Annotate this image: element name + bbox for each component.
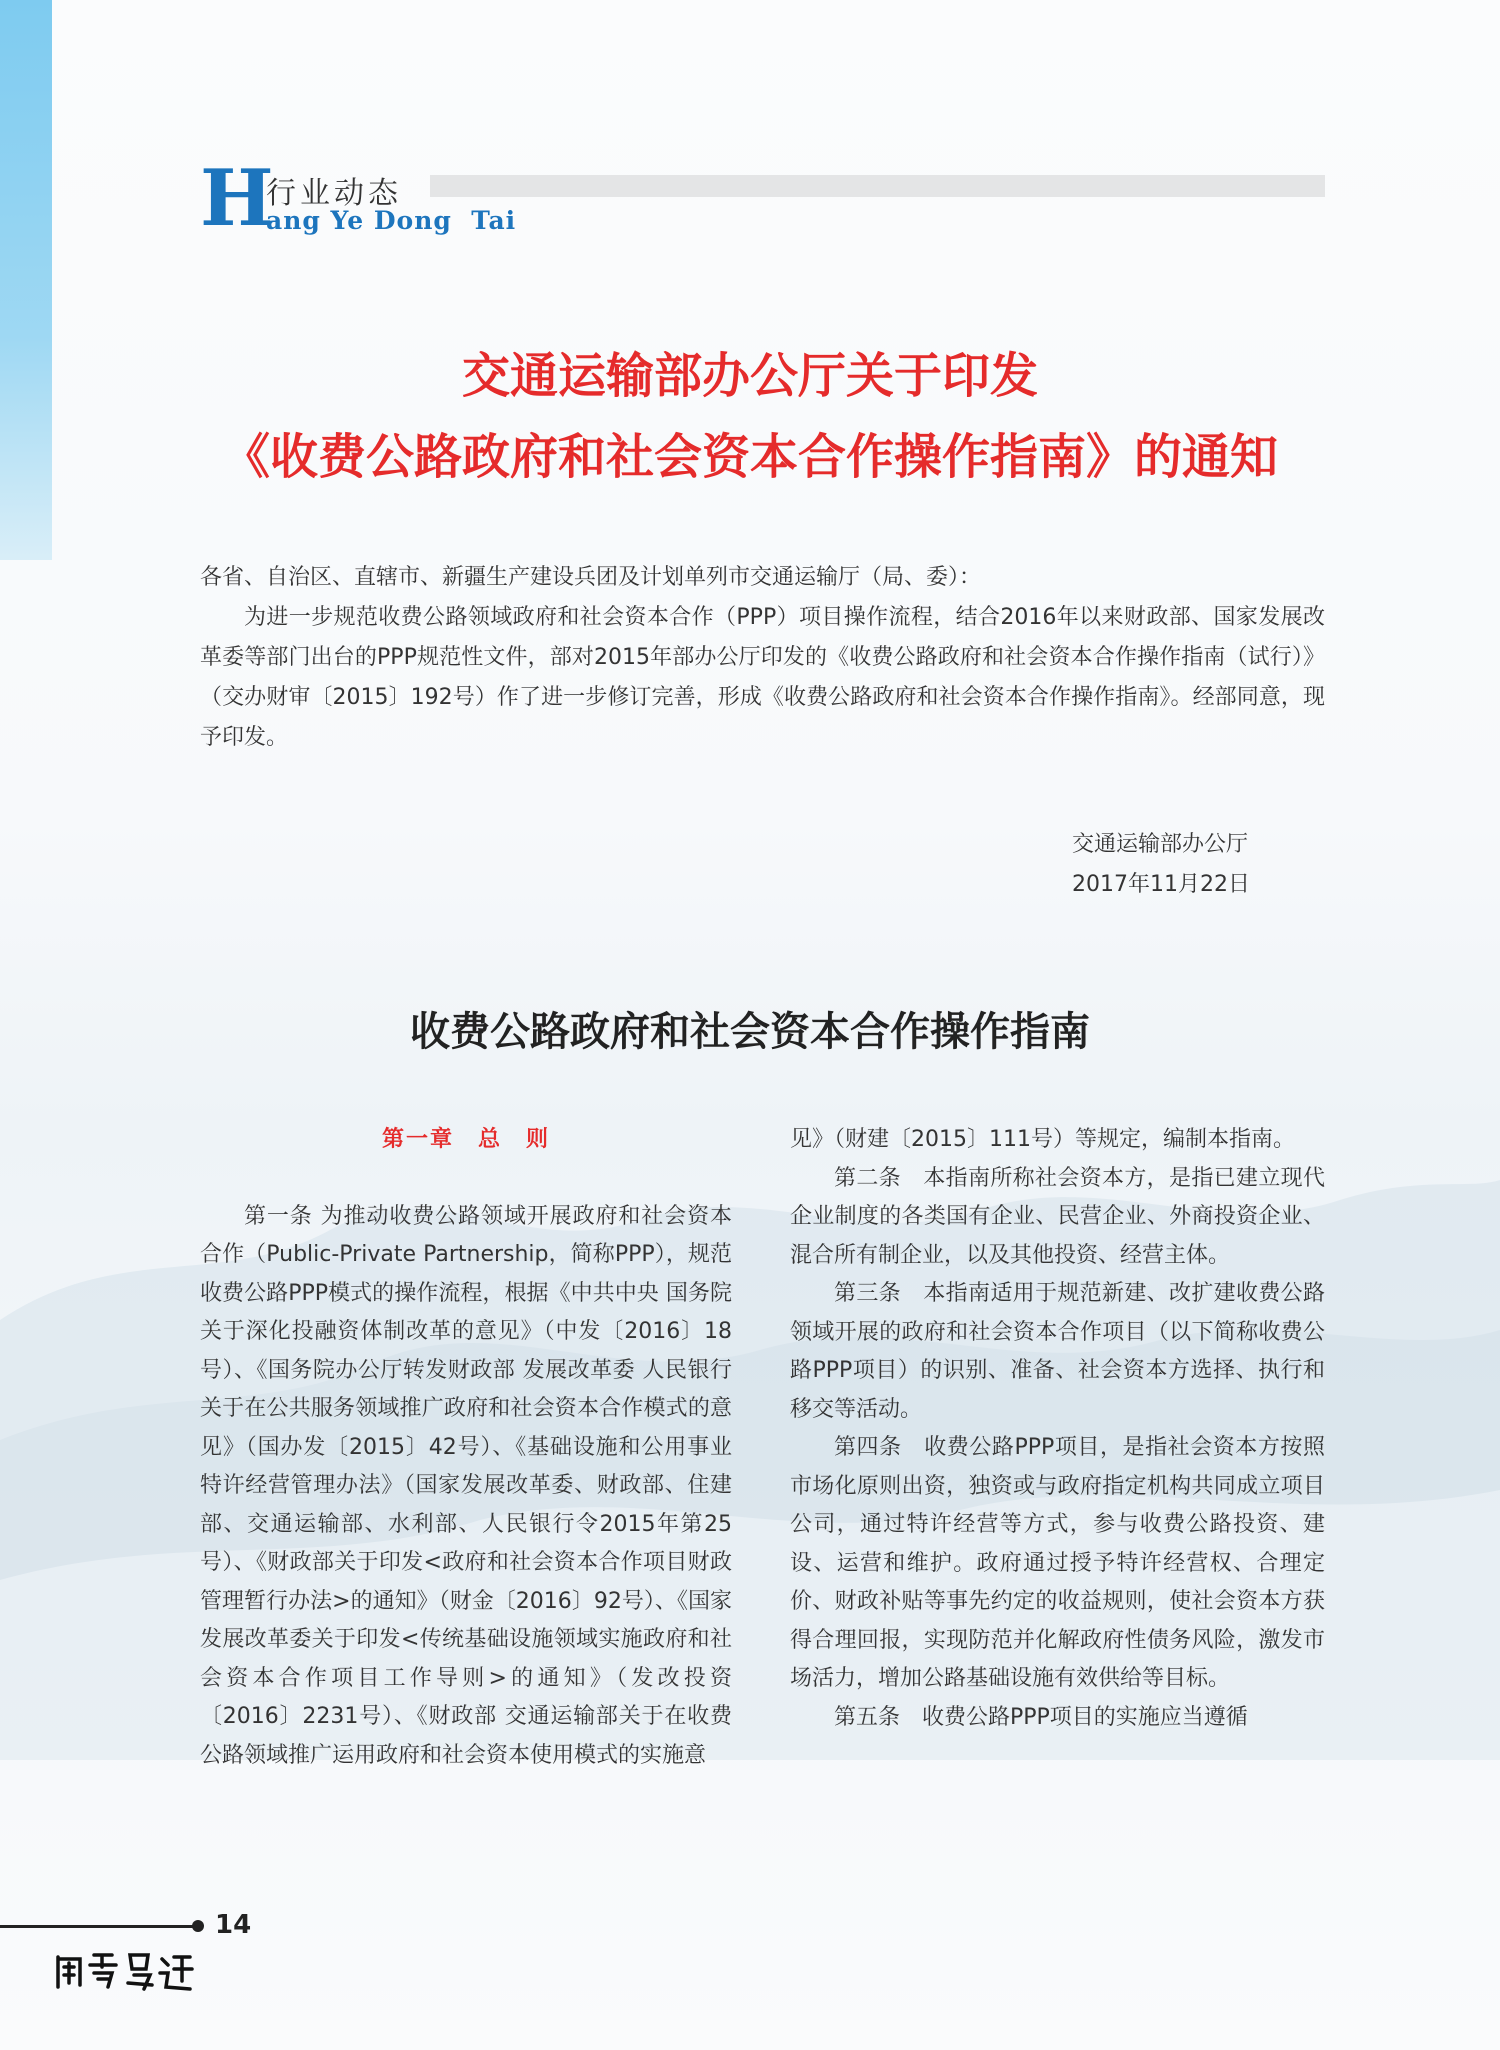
- right-column: [790, 1121, 1325, 1737]
- notice-date: 2017年11月22日: [1072, 872, 1250, 897]
- footer-dot: [192, 1920, 204, 1932]
- left-column: [200, 1121, 732, 1775]
- header-bar: [430, 175, 1325, 197]
- magazine-logo: [50, 1945, 200, 1995]
- article-2: 第二条 本指南所称社会资本方，是指已建立现代企业制度的各类国有企业、民营企业、外商投资企业、混合所有制企业，以及其他投资、经营主体。: [790, 1165, 1325, 1268]
- section-title-zh: 行业动态: [266, 176, 402, 211]
- notice-salutation: 各省、自治区、直辖市、新疆生产建设兵团及计划单列市交通运输厅（局、委）：: [200, 565, 982, 590]
- guide-title: 收费公路政府和社会资本合作操作指南: [410, 1008, 1090, 1055]
- article-5: 第五条 收费公路PPP项目的实施应当遵循: [834, 1704, 1248, 1730]
- notice-issuer: 交通运输部办公厅: [1072, 832, 1249, 857]
- section-header: [200, 153, 1325, 244]
- article-3: 第三条 本指南适用于规范新建、改扩建收费公路领域开展的政府和社会资本合作项目（以下简称收费公路PPP项目）的识别、准备、社会资本方选择、执行和移交等活动。: [790, 1281, 1325, 1422]
- footer-rule: [0, 1925, 195, 1928]
- notice-body: 为进一步规范收费公路领域政府和社会资本合作（PPP）项目操作流程，结合2016年以来财政部、国家发展改革委等部门出台的PPP规范性文件，部对2015年部办公厅印发的《收费公路政府和社会资本合作操作指南（试行）》（交办财审〔2015〕192号）作了进一步修订完善，形成《收费公路政府和社会资本合作操作指南》。经部同意，现予印发。: [200, 605, 1325, 750]
- page-number: 14: [215, 1910, 252, 1940]
- article-4: 第四条 收费公路PPP项目，是指社会资本方按照市场化原则出资，独资或与政府指定机构共同成立项目公司，通过特许经营等方式，参与收费公路投资、建设、运营和维护。政府通过授予特许经营权、合理定价、财政补贴等事先约定的收益规则，使社会资本方获得合理回报，实现防范并化解政府性债务风险，激发市场活力，增加公路基础设施有效供给等目标。: [790, 1435, 1325, 1691]
- chapter-heading: 第一章 总 则: [381, 1127, 550, 1152]
- section-initial: H: [200, 153, 274, 244]
- article-1-continued: 见》（财建〔2015〕111号）等规定，编制本指南。: [790, 1127, 1295, 1152]
- article-1: 第一条 为推动收费公路领域开展政府和社会资本合作（Public-Private Partnership，简称PPP），规范收费公路PPP模式的操作流程，根据《中共中央 国务院关于深化投融资体制改革的意见》（中发〔2016〕18号）、《国务院办公厅转发财政部 发展改革委 人民银行关于在公共服务领域推广政府和社会资本合作模式的意见》（国办发〔2015〕42号）、《基础设施和公用事业特许经营管理办法》（国家发展改革委、财政部、住建部、交通运输部、水利部、人民银行令2015年第25号）、《财政部关于印发<政府和社会资本合作项目财政管理暂行办法>的通知》（财金〔2016〕92号）、《国家发展改革委关于印发<传统基础设施领域实施政府和社会资本合作项目工作导则>的通知》（发改投资〔2016〕2231号）、《财政部 交通运输部关于在收费公路领域推广运用政府和社会资本使用模式的实施意: [200, 1203, 732, 1768]
- notice-title-line1: 交通运输部办公厅关于印发: [461, 348, 1038, 404]
- notice-title-line2: 《收费公路政府和社会资本合作操作指南》的通知: [221, 429, 1278, 485]
- section-title-en: ang Ye Dong Tai: [266, 206, 517, 235]
